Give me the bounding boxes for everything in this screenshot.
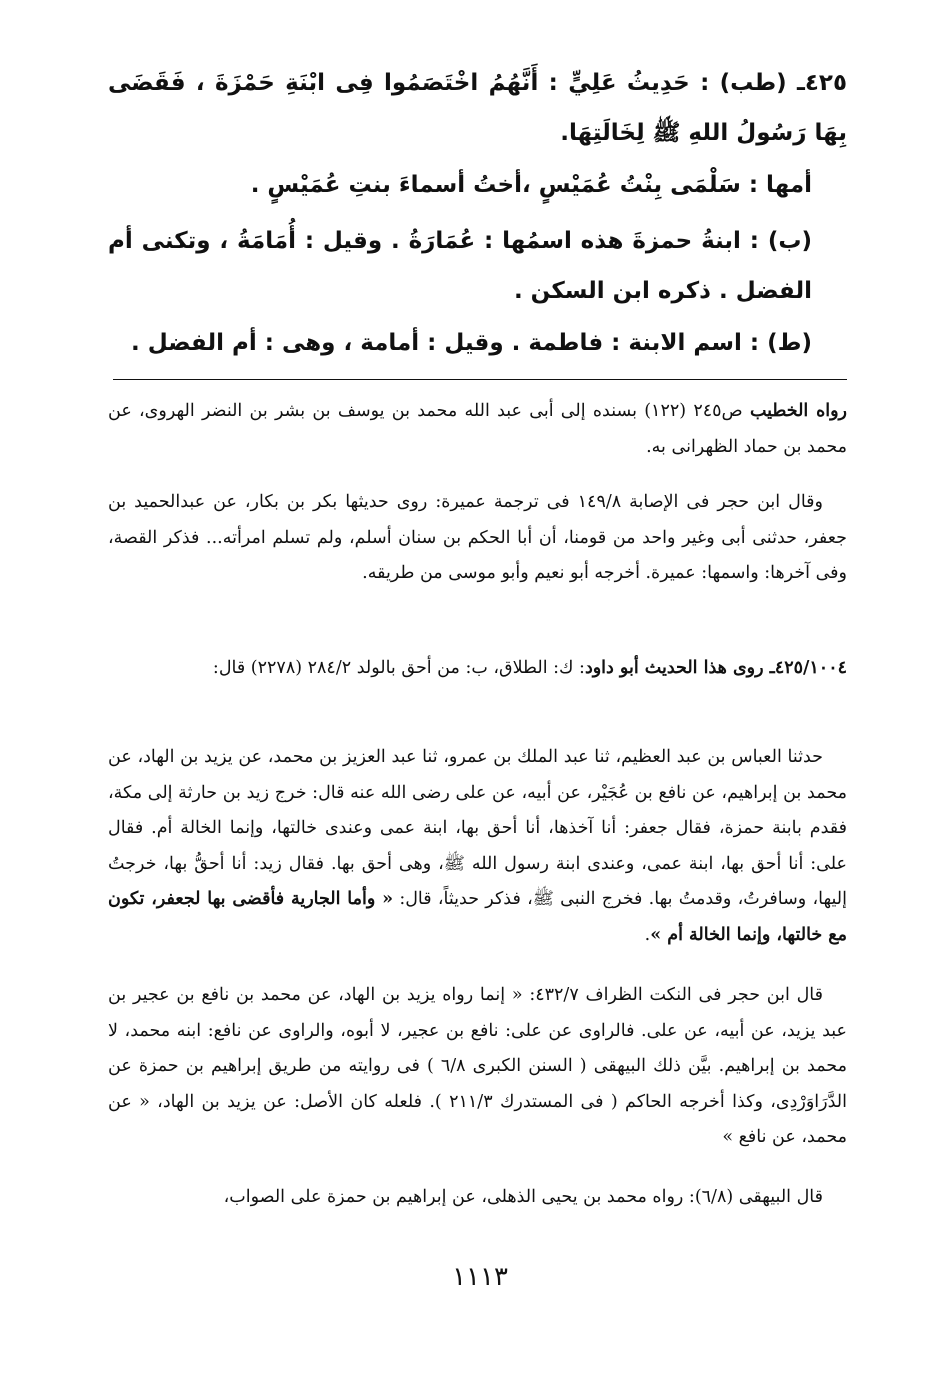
footnote-4 [108, 740, 847, 953]
hadith-entry [108, 58, 847, 158]
page-number: ١١١٣ [452, 1262, 508, 1292]
footnote-4-end: . [644, 924, 651, 945]
footnote-3-lead: ٤٢٥/١٠٠٤ـ روى هذا الحديث أبو داود [584, 658, 847, 678]
footnote-4-text: حدثنا العباس بن عبد العظيم، ثنا عبد الملك بن عمرو، ثنا عبد العزيز بن محمد، عن يزيد بن الهاد، عن محمد بن إبراهيم، عن نافع بن عُجَيْر، عن أبيه، عن على رضى الله عنه قال: خرج زيد بن حارثة إلى مكة، فقدم بابنة حمزة، فقال جعفر: أنا آخذها، أنا أحق بها، ابنة عمى وعندى خالتها، وإنما الخالة أم. فقال على: أنا أحق بها، ابنة عمى، وعندى ابنة رسول الله ﷺ، وهى أحق بها. فقال زيد: أنا أحقُّ بها، خرجتُ إليها، وسافرتُ، وقدمتُ بها. فخرج النبى ﷺ، فذكر حديثاً، قال: [108, 747, 847, 909]
footnote-4-quote: « وأما الجارية فأقضى بها لجعفر، تكون مع خالتها، وإنما الخالة أم » [108, 889, 847, 945]
hadith-number: ٤٢٥ـ [797, 70, 847, 96]
footnote-3-text: : ك: الطلاق، ب: من أحق بالولد ٢٨٤/٢ (٢٢٧٨) قال: [212, 658, 585, 678]
note-t: (ط) : اسم الابنة : فاطمة . وقيل : أمامة ، وهى : أم الفضل . [130, 330, 812, 356]
footnote-1 [108, 394, 847, 465]
footnote-5: قال ابن حجر فى النكت الظراف ٤٣٢/٧: « إنما رواه يزيد بن الهاد، عن محمد بن نافع بن عجير بن عبد يزيد، عن أبيه، عن على. فالراوى عن على: نافع بن عجير، لا أبوه، والراوى عن نافع: ابنه محمد، لا محمد بن إبراهيم. بيَّن ذلك البيهقى ( السنن الكبرى ٦/٨ ) فى روايته من طريق إبراهيم بن حمزة عن الدَّرَاوَرْدِى، وكذا أخرجه الحاكم ( فى المستدرك ٢١١/٣ ). فلعله كان الأصل: عن يزيد بن الهاد، « عن محمد، عن نافع » [108, 985, 847, 1147]
footnote-6: قال البيهقى (٦/٨): رواه محمد بن يحيى الذهلى، عن إبراهيم بن حمزة على الصواب، [223, 1187, 823, 1207]
footnote-1-lead: رواه الخطيب [749, 401, 847, 421]
mother-line: أمها : سَلْمَى بِنْتُ عُمَيْسٍ ،أختُ أسماءَ بنتِ عُمَيْسٍ . [250, 172, 812, 198]
hadith-text: (طب) : حَدِيثُ عَلِيٍّ : أَنَّهُمُ اخْتَصَمُوا فِى ابْنَةِ حَمْزَةَ ، فَقَضَى بِهَا رَسُولُ اللهِ ﷺ لِخَالَتِهَا. [108, 70, 847, 146]
footnote-3 [108, 651, 847, 687]
footnote-separator [113, 379, 847, 380]
footnote-1-text: ص٢٤٥ (١٢٢) بسنده إلى أبى عبد الله محمد بن يوسف بن بشر بن النضر الهروى، عن محمد بن حماد الظهرانى به. [108, 401, 847, 457]
note-b: (ب) : ابنةُ حمزةَ هذه اسمُها : عُمَارَةُ . وقيل : أُمَامَةُ ، وتكنى أم الفضل . ذكره ابن السكن . [108, 228, 812, 304]
footnote-2: وقال ابن حجر فى الإصابة ١٤٩/٨ فى ترجمة عميرة: روى حديثها بكر بن بكار، عن عبدالحميد بن جعفر، حدثنى أبى وغير واحد من قومنا، أن أبا الحكم بن سنان أسلم، ولم تسلم امرأته... فذكر القصة، وفى آخرها: واسمها: عميرة. أخرجه أبو نعيم وأبو موسى من طريقه. [108, 492, 847, 583]
